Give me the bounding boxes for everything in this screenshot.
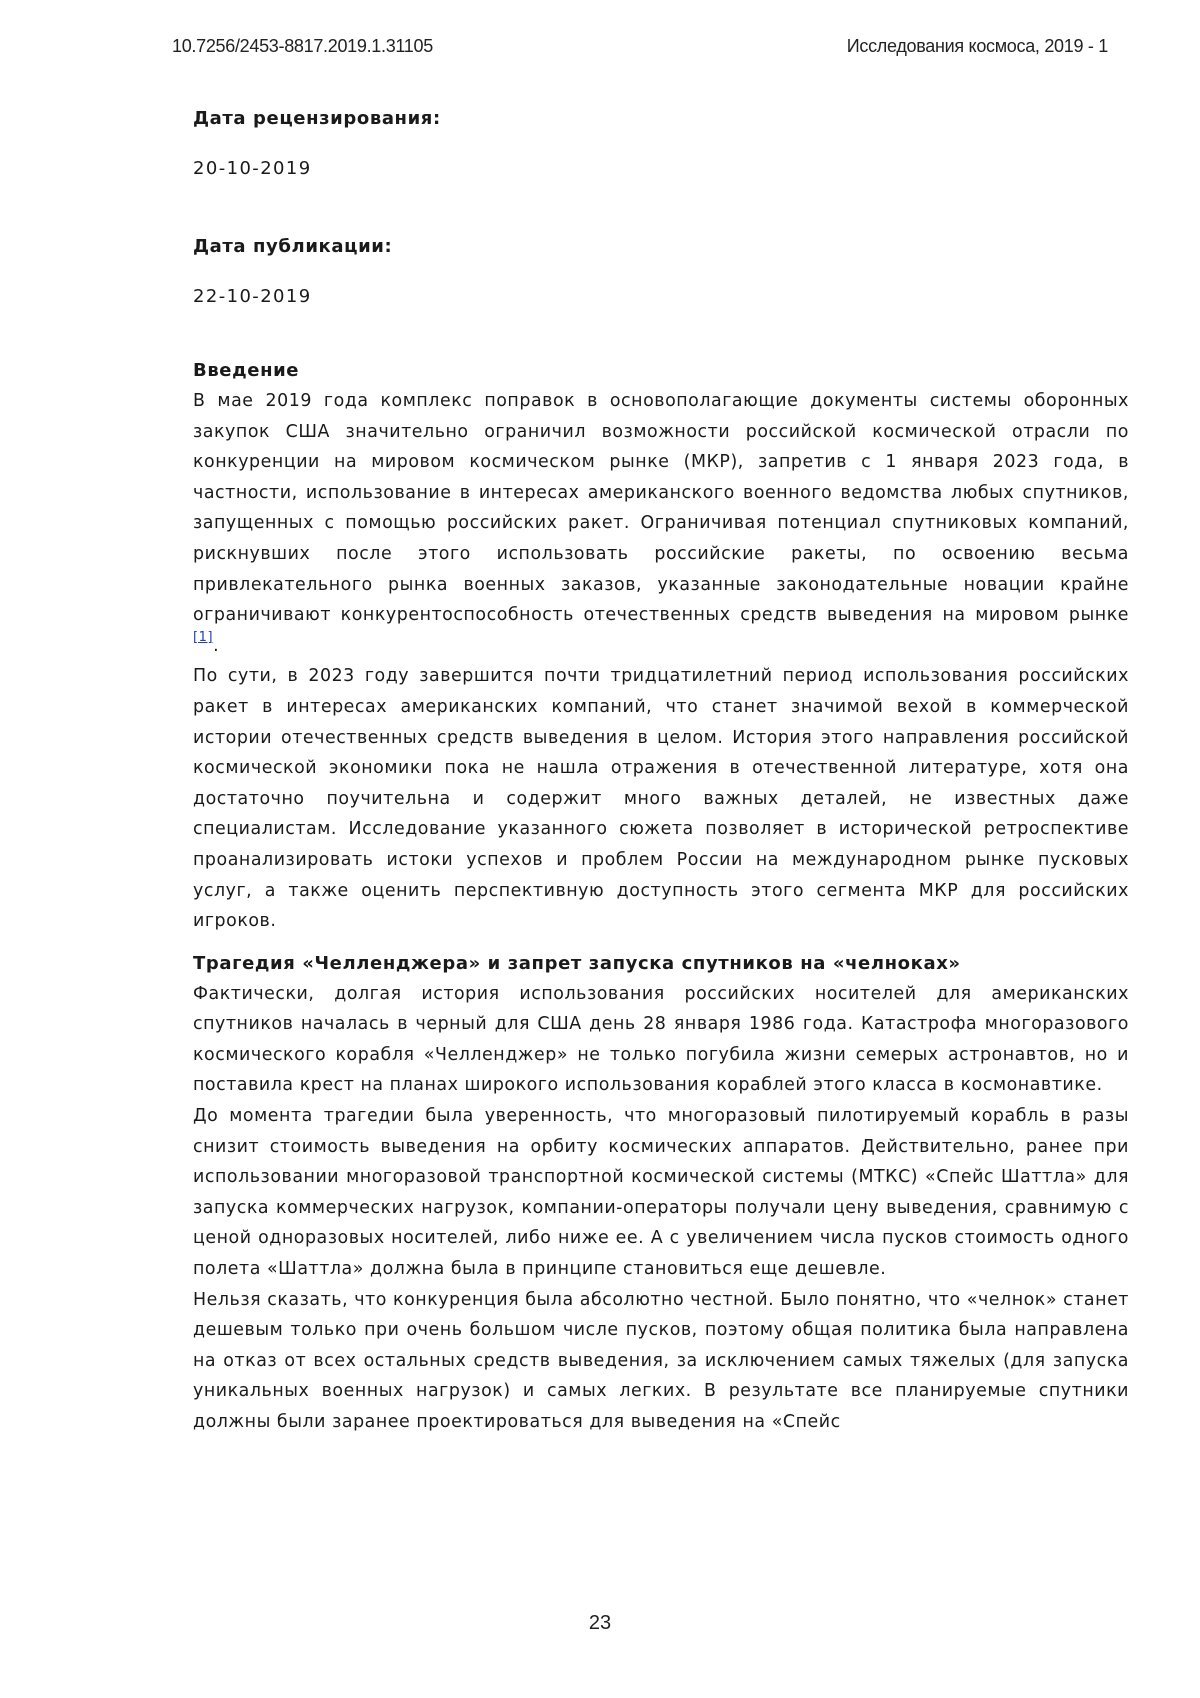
footnote-ref xyxy=(193,629,213,645)
intro-paragraph-2: По сути, в 2023 году завершится почти тридцатилетний период использования российских ракет в интересах американских компаний, что станет значимой вехой в коммерческой истории отечественных средств выведения в целом. История этого направления российской космической экономики пока не нашла отражения в отечественной литературе, хотя она достаточно поучительна и содержит много важных деталей, не известных даже специалистам. Исследование указанного сюжета позволяет в исторической ретроспективе проанализировать истоки успехов и проблем России на международном рынке пусковых услуг, а также оценить перспективную доступность этого сегмента МКР для российских игроков. xyxy=(193,666,1129,932)
intro-paragraph-1-text: В мае 2019 года комплекс поправок в основополагающие документы системы оборонных закупок США значительно ограничил возможности российской космической отрасли по конкуренции на мировом космическом рынке (МКР), запретив с 1 января 2023 года, в частности, использование в интересах американского военного ведомства любых спутников, запущенных с помощью российских ракет. Ограничивая потенциал спутниковых компаний, рискнувших после этого использовать российские ракеты, по освоению весьма привлекательного рынка военных заказов, указанные законодательные новации крайне ограничивают конкурентоспособность отечественных средств выведения на мировом рынке xyxy=(193,391,1129,626)
footnote-link[interactable]: [1] xyxy=(193,629,214,645)
intro-paragraph-1-end: . xyxy=(213,635,220,656)
publication-date-label: Дата публикации: xyxy=(193,236,393,257)
article-body xyxy=(193,104,1129,1438)
section2-paragraph-1: Фактически, долгая история использования российских носителей для американских спутников началась в черный для США день 28 января 1986 года. Катастрофа многоразового космического корабля «Челленджер» не только погубила жизни семерых астронавтов, но и поставила крест на планах широкого использования кораблей этого класса в космонавтике. xyxy=(193,983,1129,1096)
journal-title: Исследования космоса, 2019 - 1 xyxy=(846,36,1108,56)
review-date-label: Дата рецензирования: xyxy=(193,108,441,129)
intro-paragraph-1 xyxy=(193,386,1129,661)
publication-date-value: 22-10-2019 xyxy=(193,286,312,307)
section-title-challenger: Трагедия «Челленджера» и запрет запуска спутников на «челноках» xyxy=(193,952,961,974)
section2-paragraph-3: Нельзя сказать, что конкуренция была абсолютно честной. Было понятно, что «челнок» станет дешевым только при очень большом числе пусков, поэтому общая политика была направлена на отказ от всех остальных средств выведения, за исключением самых тяжелых (для запуска уникальных военных нагрузок) и самых легких. В результате все планируемые спутники должны были заранее проектироваться для выведения на «Спейс xyxy=(193,1289,1129,1432)
section-title-intro: Введение xyxy=(193,360,300,381)
page-number: 23 xyxy=(588,1612,612,1634)
doi-text: 10.7256/2453-8817.2019.1.31105 xyxy=(172,36,433,56)
review-date-value: 20-10-2019 xyxy=(193,158,312,179)
running-header xyxy=(172,36,1108,62)
section2-paragraph-2: До момента трагедии была уверенность, что многоразовый пилотируемый корабль в разы снизит стоимость выведения на орбиту космических аппаратов. Действительно, ранее при использовании многоразовой транспортной космической системы (МТКС) «Спейс Шаттла» для запуска коммерческих нагрузок, компании-операторы получали цену выведения, сравнимую с ценой одноразовых носителей, либо ниже ее. А с увеличением числа пусков стоимость одного полета «Шаттла» должна была в принципе становиться еще дешевле. xyxy=(193,1106,1129,1280)
